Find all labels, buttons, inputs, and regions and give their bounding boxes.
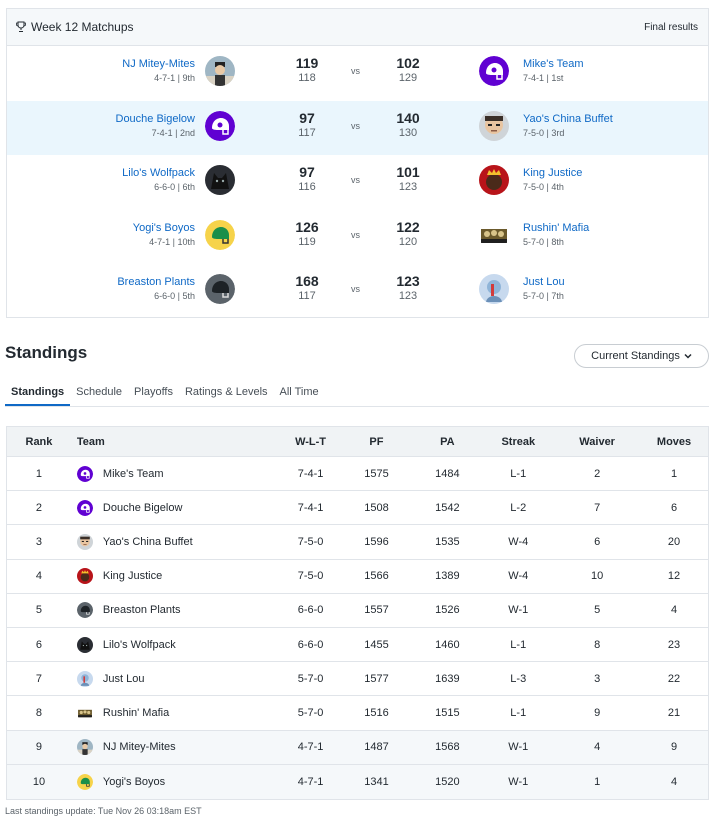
table-row[interactable] <box>7 662 708 696</box>
column-header-pa[interactable]: PA <box>440 435 455 448</box>
team-avatar[interactable] <box>205 165 235 195</box>
team-avatar <box>77 602 93 618</box>
pf-cell: 1566 <box>364 570 389 583</box>
team-avatar[interactable] <box>205 111 235 141</box>
team-link[interactable]: Just Lou <box>523 276 565 288</box>
team-avatar[interactable] <box>479 111 509 141</box>
team-record: 7-4-1 | 2nd <box>151 127 195 138</box>
last-update-text: Last standings update: Tue Nov 26 03:18am EST <box>5 806 202 816</box>
moves-cell: 6 <box>670 501 678 514</box>
moves-cell: 12 <box>667 570 681 583</box>
team-avatar[interactable] <box>205 56 235 86</box>
wlt-cell: 5-7-0 <box>297 706 324 719</box>
wlt-cell: 7-5-0 <box>297 570 324 583</box>
pf-cell: 1577 <box>364 672 389 685</box>
team-link[interactable]: Breaston Plants <box>117 276 195 288</box>
waiver-cell: 6 <box>594 535 601 548</box>
team-score: 119 <box>295 55 319 71</box>
table-row[interactable] <box>7 457 708 491</box>
pa-cell: 1535 <box>435 535 460 548</box>
streak-cell: L-1 <box>510 706 527 719</box>
team-cell[interactable] <box>71 534 281 550</box>
waiver-cell: 10 <box>591 570 604 583</box>
pf-cell: 1575 <box>364 467 389 480</box>
team-avatar[interactable] <box>479 220 509 250</box>
wlt-cell: 6-6-0 <box>297 638 324 651</box>
table-row[interactable] <box>7 765 708 799</box>
moves-cell: 20 <box>667 535 681 548</box>
pa-cell: 1484 <box>435 467 460 480</box>
standings-tabs <box>5 378 709 407</box>
pa-cell: 1520 <box>435 775 460 788</box>
team-name[interactable]: Just Lou <box>102 672 145 685</box>
team-cell[interactable] <box>71 705 281 721</box>
standings-table <box>6 426 709 800</box>
projected-score: 119 <box>298 235 316 248</box>
team-avatar <box>77 568 93 584</box>
table-row[interactable] <box>7 731 708 765</box>
team-avatar[interactable] <box>205 274 235 304</box>
team-name[interactable]: Douche Bigelow <box>102 501 183 514</box>
team-link[interactable]: Lilo's Wolfpack <box>122 167 195 179</box>
team-avatar[interactable] <box>479 274 509 304</box>
team-record: 7-5-0 | 4th <box>523 182 564 192</box>
team-link[interactable]: Yogi's Boyos <box>132 221 195 234</box>
current-standings-dropdown[interactable] <box>574 344 709 368</box>
waiver-cell: 5 <box>594 604 601 617</box>
column-header-moves[interactable]: Moves <box>656 435 692 448</box>
team-link[interactable]: Mike's Team <box>523 58 584 70</box>
team-cell[interactable] <box>71 774 281 790</box>
table-row[interactable] <box>7 628 708 662</box>
projected-score: 120 <box>398 235 418 248</box>
projected-score: 117 <box>298 126 316 139</box>
rank-cell: 1 <box>35 467 43 480</box>
rank-cell: 6 <box>35 638 43 651</box>
team-score: 126 <box>295 218 319 235</box>
team-avatar <box>77 739 93 755</box>
team-name[interactable]: Breaston Plants <box>102 604 181 617</box>
projected-score: 117 <box>298 290 316 302</box>
team-cell[interactable] <box>71 568 281 584</box>
waiver-cell: 7 <box>594 501 601 514</box>
team-avatar <box>77 534 93 550</box>
moves-cell: 4 <box>670 604 678 617</box>
streak-cell: L-1 <box>510 638 527 651</box>
pf-cell: 1341 <box>364 775 389 788</box>
table-row[interactable] <box>7 594 708 628</box>
waiver-cell: 1 <box>594 775 601 788</box>
matchups-header <box>7 9 708 46</box>
table-row[interactable] <box>7 491 708 525</box>
rank-cell: 2 <box>35 501 43 514</box>
team-score: 123 <box>396 273 420 289</box>
column-header-streak[interactable]: Streak <box>501 435 536 448</box>
team-name[interactable]: Yao's China Buffet <box>102 535 193 548</box>
pf-cell: 1455 <box>364 638 389 651</box>
team-avatar <box>77 671 93 687</box>
pf-cell: 1557 <box>364 604 389 617</box>
streak-cell: W-1 <box>508 775 529 788</box>
rank-cell: 7 <box>35 672 43 685</box>
table-row[interactable] <box>7 560 708 594</box>
waiver-cell: 9 <box>594 706 601 719</box>
team-score: 140 <box>396 109 420 126</box>
pa-cell: 1639 <box>435 672 460 685</box>
moves-cell: 4 <box>670 775 678 788</box>
streak-cell: L-1 <box>510 467 527 480</box>
streak-cell: L-3 <box>510 672 527 685</box>
rank-cell: 10 <box>32 775 46 788</box>
team-cell[interactable] <box>71 671 281 687</box>
team-cell[interactable] <box>71 466 281 482</box>
team-score: 102 <box>396 55 420 71</box>
streak-cell: W-4 <box>508 535 529 548</box>
projected-score: 129 <box>398 72 418 84</box>
tab-all-time[interactable]: All Time <box>279 386 319 398</box>
team-name[interactable]: Rushin' Mafia <box>102 706 170 719</box>
matchup-row[interactable] <box>7 46 708 101</box>
team-record: 5-7-0 | 8th <box>523 236 564 247</box>
team-cell[interactable] <box>71 637 281 653</box>
rank-cell: 5 <box>35 604 43 617</box>
team-name[interactable]: NJ Mitey-Mites <box>102 741 176 754</box>
projected-score: 123 <box>398 290 418 302</box>
team-link[interactable]: Yao's China Buffet <box>523 112 613 125</box>
team-link[interactable]: Douche Bigelow <box>115 112 195 125</box>
vs-label: vs <box>351 175 360 185</box>
streak-cell: W-1 <box>508 604 529 617</box>
waiver-cell: 8 <box>594 638 601 651</box>
pf-cell: 1596 <box>364 535 389 548</box>
week-matchups-panel <box>6 8 709 318</box>
rank-cell: 3 <box>35 535 43 548</box>
streak-cell: W-4 <box>508 570 529 583</box>
pf-cell: 1487 <box>364 741 389 754</box>
trophy-icon <box>15 21 27 33</box>
team-record: 6-6-0 | 5th <box>154 291 195 301</box>
wlt-cell: 7-4-1 <box>297 501 324 514</box>
team-cell[interactable] <box>71 739 281 755</box>
waiver-cell: 3 <box>594 672 601 685</box>
pa-cell: 1568 <box>435 741 460 754</box>
waiver-cell: 2 <box>594 467 601 480</box>
tab-playoffs[interactable]: Playoffs <box>134 386 173 398</box>
vs-label: vs <box>351 229 360 240</box>
wlt-cell: 4-7-1 <box>297 775 324 788</box>
team-score: 97 <box>299 109 315 126</box>
wlt-cell: 7-4-1 <box>297 467 324 480</box>
team-avatar <box>77 500 93 516</box>
projected-score: 123 <box>398 181 418 193</box>
team-cell[interactable] <box>71 602 281 618</box>
wlt-cell: 4-7-1 <box>297 741 324 754</box>
streak-cell: L-2 <box>510 501 527 514</box>
team-record: 5-7-0 | 7th <box>523 291 564 301</box>
pa-cell: 1542 <box>435 501 460 514</box>
team-score: 168 <box>295 273 319 289</box>
team-name[interactable]: King Justice <box>102 570 163 583</box>
matchups-title: Week 12 Matchups <box>31 20 134 34</box>
projected-score: 130 <box>398 126 418 139</box>
pf-cell: 1508 <box>364 501 389 514</box>
vs-label: vs <box>351 120 360 131</box>
team-record: 6-6-0 | 6th <box>154 182 195 192</box>
column-header-waiver[interactable]: Waiver <box>579 435 615 448</box>
rank-cell: 4 <box>35 570 43 583</box>
chevron-down-icon <box>684 352 692 360</box>
team-record: 4-7-1 | 10th <box>149 236 195 247</box>
wlt-cell: 5-7-0 <box>297 672 324 685</box>
team-avatar <box>77 705 93 721</box>
moves-cell: 23 <box>667 638 681 651</box>
team-avatar[interactable] <box>479 165 509 195</box>
wlt-cell: 6-6-0 <box>297 604 324 617</box>
team-avatar <box>77 637 93 653</box>
team-cell[interactable] <box>71 500 281 516</box>
team-record: 7-5-0 | 3rd <box>523 127 565 138</box>
moves-cell: 1 <box>670 467 678 480</box>
pf-cell: 1516 <box>364 706 389 719</box>
team-record: 7-4-1 | 1st <box>523 73 564 83</box>
team-link[interactable]: NJ Mitey-Mites <box>122 58 195 70</box>
team-score: 122 <box>396 218 420 235</box>
team-avatar <box>77 774 93 790</box>
team-name[interactable]: Mike's Team <box>102 467 164 480</box>
matchup-row[interactable] <box>7 264 708 319</box>
tab-standings[interactable]: Standings <box>5 378 70 406</box>
column-header-pf[interactable]: PF <box>369 435 384 448</box>
team-link[interactable]: Rushin' Mafia <box>523 221 590 234</box>
tab-schedule[interactable]: Schedule <box>76 386 123 398</box>
moves-cell: 22 <box>667 672 681 685</box>
column-header-rank[interactable]: Rank <box>25 435 53 448</box>
matchup-row[interactable] <box>7 101 708 156</box>
table-body <box>7 457 708 799</box>
table-row[interactable] <box>7 696 708 730</box>
vs-label: vs <box>351 66 360 76</box>
rank-cell: 9 <box>35 741 43 754</box>
dropdown-label: Current Standings <box>591 350 680 362</box>
wlt-cell: 7-5-0 <box>297 535 324 548</box>
tab-ratings-levels[interactable]: Ratings & Levels <box>184 386 268 398</box>
column-header-wlt[interactable]: W-L-T <box>295 435 327 448</box>
matchup-row[interactable] <box>7 210 708 265</box>
team-score: 97 <box>299 164 315 180</box>
table-header <box>7 427 708 457</box>
moves-cell: 21 <box>667 706 681 719</box>
waiver-cell: 4 <box>594 741 601 754</box>
matchup-row[interactable] <box>7 155 708 210</box>
rank-cell: 8 <box>35 706 43 719</box>
table-row[interactable] <box>7 525 708 559</box>
streak-cell: W-1 <box>508 741 529 754</box>
pa-cell: 1515 <box>435 706 460 719</box>
column-header-team[interactable]: Team <box>76 435 105 448</box>
matchups-status: Final results <box>644 21 698 33</box>
standings-title: Standings <box>5 343 88 362</box>
team-name[interactable]: Yogi's Boyos <box>102 775 166 788</box>
moves-cell: 9 <box>670 741 678 754</box>
team-avatar[interactable] <box>205 220 235 250</box>
pa-cell: 1526 <box>435 604 460 617</box>
pa-cell: 1460 <box>435 638 460 651</box>
team-avatar <box>77 466 93 482</box>
team-record: 4-7-1 | 9th <box>154 73 195 83</box>
pa-cell: 1389 <box>435 570 460 583</box>
vs-label: vs <box>351 284 360 294</box>
team-avatar[interactable] <box>479 56 509 86</box>
team-name[interactable]: Lilo's Wolfpack <box>102 638 176 651</box>
projected-score: 116 <box>298 181 316 193</box>
team-score: 101 <box>396 164 420 180</box>
team-link[interactable]: King Justice <box>523 167 583 179</box>
projected-score: 118 <box>298 72 316 84</box>
